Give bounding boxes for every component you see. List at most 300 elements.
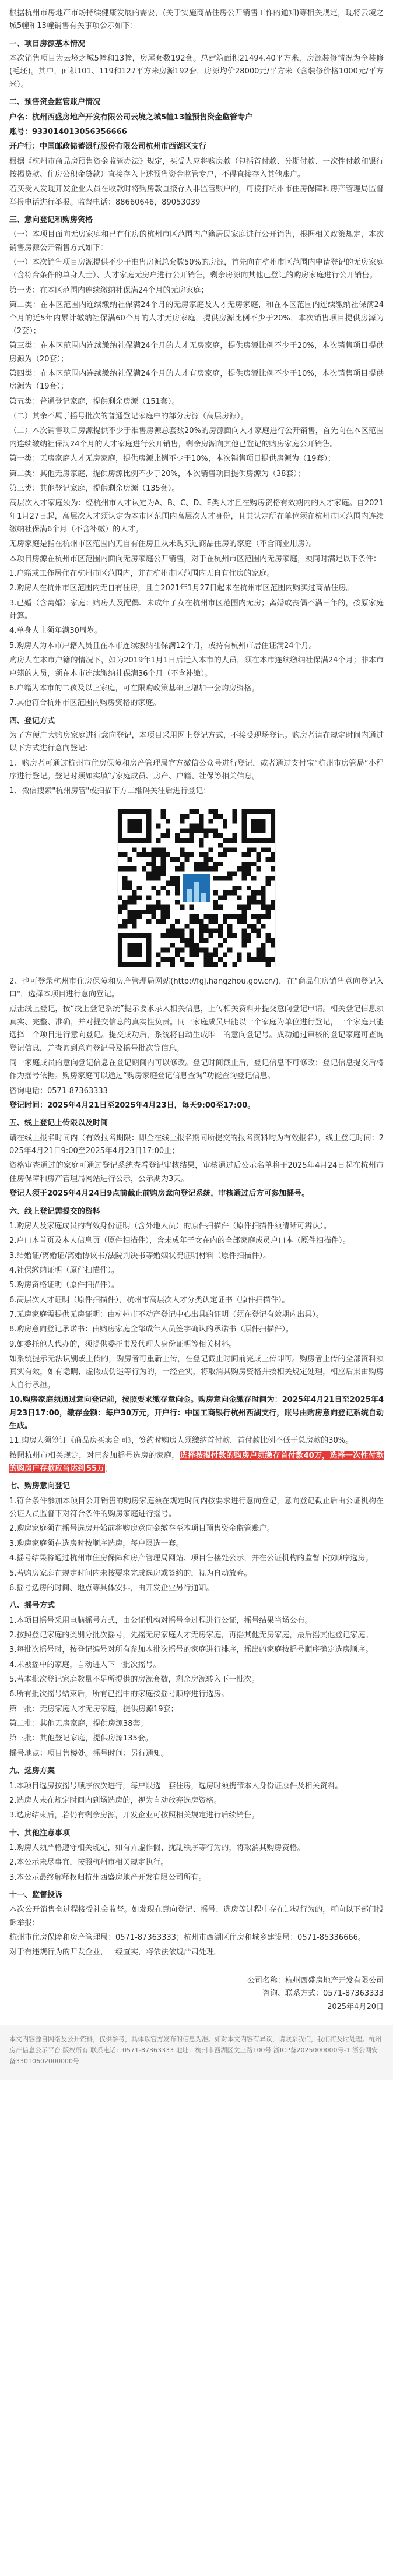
qr-module [242,943,247,947]
qr-module [242,904,247,909]
qr-module [237,957,242,961]
qr-module [175,933,180,938]
qr-module [127,919,132,924]
qr-module [232,914,237,919]
qr-module [223,890,227,895]
qr-module [218,862,223,866]
qr-module [242,914,247,919]
qr-module [166,819,170,823]
qr-module [256,852,261,857]
qr-module [247,847,251,852]
section-9-paragraph: 1.本项目选房按摇号顺序依次进行，每户限选一套住房，选房时须携带本人身份证原件及相关资料。 [9,1781,343,1791]
qr-module [261,947,265,952]
qr-module [242,876,247,880]
section-3-paragraph: 2.购房人在杭州市区范围内无自有住房，且自2021年1月27日起未在杭州市区范围内购买过商品住房。 [9,584,354,593]
qr-module [122,886,127,890]
qr-module [194,809,199,814]
section-4-paragraph: 为了方便广大购房家庭进行意向登记，本项目采用网上登记方式，不接受现场登记。购房者请在规定时间内通过以下方式进行意向登记： [9,731,384,753]
qr-module [203,833,208,838]
qr-module [223,876,227,880]
qr-module [261,904,265,909]
qr-module [247,933,251,938]
account-name: 户名：杭州西盛房地产开发有限公司云境之城5幢13幢预售资金监管专户 [9,112,253,122]
qr-module [166,833,170,838]
qr-module [227,890,232,895]
qr-module [213,890,218,895]
qr-module [266,847,271,852]
qr-module [142,852,146,857]
qr-module [271,857,275,862]
qr-module [251,847,256,852]
qr-module [223,938,227,943]
qr-module [118,895,122,900]
qr-module [180,852,184,857]
qr-module [137,910,142,914]
qr-module [190,938,194,943]
qr-module [122,904,127,909]
qr-module [256,890,261,895]
section-6-paragraph: 11.购房人须签订《商品房买卖合同》，签约时购房人须缴纳首付款，首付款比例不低于总房款的30%。 [9,1436,353,1446]
qr-module [118,866,122,871]
qr-module [166,914,170,919]
qr-module [266,933,271,938]
qr-module [199,866,203,871]
qr-module [203,857,208,862]
section-1-paragraph: 本次销售项目为云境之城5幢和13幢，房屋套数192套。总建筑面积21494.40平方米，房源装修情况为全装修(毛坯)。其中，面积101、119和127平方米房源192套，房源均价28000元/平方米（含装修价格1000元/平方米）。 [9,54,384,89]
qr-module [180,847,184,852]
qr-module [122,900,127,904]
section-7-title: 七、购房意向登记 [9,1482,71,1491]
qr-module [208,809,213,814]
qr-module [242,933,247,938]
qr-module [266,938,271,943]
qr-module [180,838,184,843]
qr-module [151,910,156,914]
qr-module [122,924,127,928]
qr-module [190,962,194,967]
qr-module [203,914,208,919]
qr-module [146,919,151,924]
section-3-paragraph: 本项目房源在杭州市区范围内面向无房家庭公开销售，对于在杭州市区范围内无房家庭，须同时满足以下条件： [9,554,381,563]
notice-date: 2025年4月20日 [327,2002,384,2011]
qr-module [232,814,237,819]
qr-module [261,890,265,895]
qr-module [199,919,203,924]
qr-module [256,900,261,904]
qr-module [213,833,218,838]
section-8-paragraph: 2.按照登记家庭的类别分批次摇号，先摇无房家庭人才无房家庭，再摇其他无房家庭，最后摇其他登记家庭。 [9,1630,373,1640]
section-3-paragraph: 第五类：普通登记家庭，提供剩余房源（151套）。 [9,397,180,406]
qr-module [227,838,232,843]
qr-module [227,933,232,938]
qr-module [151,886,156,890]
section-10-title: 十、其他注意事项 [9,1828,71,1838]
qr-module [232,809,237,814]
qr-module [190,919,194,924]
qr-module [271,876,275,880]
section-3-paragraph: 5.购房人为本市户籍人员且在本市连续缴纳社保满12个月，或持有杭州市居住证满24个月。 [9,641,317,650]
section-8-paragraph: 第二批：其他无房家庭，提供房源38套； [9,1719,148,1729]
qr-module [203,962,208,967]
qr-module [132,900,137,904]
section-5-paragraph: 登记人须于2025年4月24日9点前截止前购房意向登记系统，审核通过后方可参加摇号。 [9,1189,310,1199]
section-7-paragraph: 5.若购房家庭在规定时间内未按要求完成选房或签约的，视为自动放弃。 [9,1569,252,1578]
qr-module [175,952,180,957]
section-1-title: 一、项目房源基本情况 [9,39,86,48]
qr-code-icon[interactable] [117,809,276,967]
qr-module [232,886,237,890]
qr-module [208,857,213,862]
qr-module [151,857,156,862]
qr-module [122,852,127,857]
qr-module [223,847,227,852]
qr-module [247,862,251,866]
section-10-paragraph: 2.本公示未尽事宜，按照杭州市相关规定执行。 [9,1858,169,1867]
qr-module [261,924,265,928]
qr-module [194,947,199,952]
qr-module [194,828,199,833]
qr-module [190,933,194,938]
section-3-paragraph: 第二类：其他无房家庭，提供房源比例不少于20%，本次销售项目提供房源为（38套）； [9,469,305,478]
qr-module [247,938,251,943]
qr-module [237,866,242,871]
qr-module [237,919,242,924]
qr-module [166,947,170,952]
qr-module [175,838,180,843]
qr-module [256,919,261,924]
qr-module [156,866,160,871]
qr-module [156,900,160,904]
section-3-paragraph: 高层次人才家庭须为：经杭州市人才认定为A、B、C、D、E类人才且在购房资格有效期内的人才家庭。自2021年1月27日起，高层次人才须认定为本市区范围内高层次人才身份，且其认定所在单位须在杭州市区范围内连续缴纳社保满6个月（不含补缴）的人才。 [9,499,384,534]
qr-module [180,928,184,933]
section-2-paragraph-1: 根据《杭州市商品房预售资金监管办法》规定，买受人应将购房款（包括首付款、分期付款、一次性付款和银行按揭贷款、住房公积金贷款）直接存入上述预售资金监管专户，不得直接存入其他账户。 [9,157,384,179]
qr-module [156,871,160,876]
qr-module [203,852,208,857]
qr-module [194,823,199,828]
section-4-paragraph: 1、微信搜索"杭州房管"或扫描下方二维码关注后进行登记： [9,787,211,796]
down-payment-tail: ； [105,1464,113,1473]
qr-module [266,880,271,885]
qr-module [161,886,166,890]
qr-module [218,843,223,847]
qr-module [190,952,194,957]
qr-module [227,924,232,928]
qr-module [199,928,203,933]
qr-module [251,862,256,866]
qr-module [118,852,122,857]
qr-module [146,862,151,866]
qr-module [175,947,180,952]
qr-module [132,847,137,852]
qr-module [237,914,242,919]
qr-module [170,880,175,885]
section-8-title: 八、摇号方式 [9,1601,55,1611]
section-4-title: 四、登记方式 [9,716,55,725]
qr-module [151,847,156,852]
qr-module [190,947,194,952]
qr-module [213,962,218,967]
qr-module [208,962,213,967]
qr-module [170,876,175,880]
qr-module [256,914,261,919]
section-6-paragraph: 4.社保缴纳证明（原件扫描件）。 [9,1266,119,1275]
qr-module [156,823,160,828]
section-8-paragraph: 5.若本批次登记家庭数量不足所提供的房源套数，剩余房源转入下一批次。 [9,1675,259,1685]
qr-module [137,886,142,890]
qr-module [132,910,137,914]
qr-module [218,852,223,857]
section-11-title: 十一、监督投诉 [9,1891,63,1900]
qr-module [256,952,261,957]
qr-module [199,947,203,952]
qr-module [194,943,199,947]
qr-module [151,876,156,880]
qr-module [218,933,223,938]
qr-module [223,838,227,843]
qr-module [232,838,237,843]
qr-module [190,809,194,814]
qr-module [208,828,213,833]
qr-module [122,866,127,871]
qr-module [161,833,166,838]
qr-module [242,871,247,876]
qr-module [166,928,170,933]
section-3-paragraph: 第三类：在本区范围内连续缴纳社保满24个月的人才无房家庭，提供房源比例不少于20%，本次销售项目提供房源为（20套）； [9,341,384,364]
qr-module [266,904,271,909]
qr-module [208,933,213,938]
qr-module [170,957,175,961]
qr-module [161,852,166,857]
qr-module [256,933,261,938]
section-8-paragraph: 4.未被摇中的家庭，自动进入下一批次摇号。 [9,1660,161,1669]
section-3-paragraph: 第二类：在本区范围内连续缴纳社保满24个月的无房家庭及人才无房家庭，和在本区范围内连续缴纳社保满24个月的近5年内累计缴纳社保满60个月的人才无房家庭，提供房源比例不少于20%，本次销售项目提供房源为（2套）； [9,301,384,336]
section-4-paragraph: 同一家庭成员的意向登记信息在登记期间内可以修改。登记时间截止后，登记信息不可修改；登记信息提交后将作为摇号依据。购房家庭可以通过“购房家庭登记信息查询”功能查询登记信息。 [9,1058,384,1081]
qr-module [213,952,218,957]
qr-module [156,952,160,957]
qr-module [227,947,232,952]
qr-module [213,904,218,909]
section-11-paragraph: 本次公开销售全过程接受社会监督。如发现在意向登记、摇号、选房等过程中存在违规行为的，可向以下部门投诉举报： [9,1905,384,1927]
qr-module [218,895,223,900]
qr-module [156,919,160,924]
qr-module [175,866,180,871]
section-6-paragraph: 8.购房意向登记承诺书：由购房家庭全部成年人员签字确认的承诺书（原件扫描件）。 [9,1325,293,1334]
qr-module [132,914,137,919]
qr-module [203,828,208,833]
qr-module [256,957,261,961]
qr-module [161,910,166,914]
qr-code-container [9,809,384,967]
section-4-paragraph: 1、购房者可通过杭州市住房保障和房产管理局官方微信公众号进行登记，或者通过支付宝“杭州市房管局”小程序进行登记。登记时须如实填写家庭成员、房产、户籍、社保等相关信息。 [9,759,384,781]
qr-module [256,857,261,862]
qr-module [185,814,190,819]
qr-module [156,890,160,895]
qr-module [175,880,180,885]
qr-module [161,933,166,938]
qr-module [208,928,213,933]
qr-module [266,857,271,862]
down-payment-notice [9,1450,384,1476]
section-2-paragraph-2: 若买受人发现开发企业人员在收款时将购房款直接存入非监管账户的，可拨打杭州市住房保障和房产管理局监督举报电话进行举报。监督电话：88660646，89053039 [9,185,384,207]
qr-module [218,924,223,928]
qr-module [218,833,223,838]
qr-module [161,957,166,961]
qr-module [151,871,156,876]
section-10-paragraph: 1.购房人须严格遵守相关规定，如有弄虚作假、扰乱秩序等行为的，将取消其购房资格。 [9,1843,305,1852]
qr-module [161,862,166,866]
section-3-paragraph: 第三类：其他登记家庭，提供剩余房源（135套）。 [9,484,180,493]
qr-module [166,852,170,857]
qr-module [227,928,232,933]
qr-module [175,928,180,933]
qr-module [213,876,218,880]
qr-module [127,914,132,919]
qr-module [132,924,137,928]
qr-module [213,947,218,952]
qr-module [122,876,127,880]
section-3-paragraph: 6.户籍为本市的二孩及以上家庭，可在限购政策基础上增加一套购房资格。 [9,683,259,693]
qr-module [180,933,184,938]
section-3-paragraph: 1.户籍或工作居住在杭州市区范围内，并在杭州市区范围内无自有住房的家庭。 [9,569,275,579]
qr-module [266,910,271,914]
qr-module [208,819,213,823]
qr-module [180,814,184,819]
qr-module [247,952,251,957]
qr-module [190,904,194,909]
qr-module [132,895,137,900]
qr-module [251,914,256,919]
qr-module [213,828,218,833]
qr-module [190,852,194,857]
qr-module [127,880,132,885]
registration-time: 登记时间：2025年4月21日至2025年4月23日，每天9:00至17:00。 [9,1101,255,1110]
qr-module [261,886,265,890]
qr-module [156,852,160,857]
section-3-paragraph: （二）其余不属于摇号批次的普通登记家庭中的部分房源（高层房源）。 [9,412,248,421]
section-5-paragraph: 资格审查通过的家庭可通过登记系统查看登记审核结果，审核通过后公示名单将于2025年4月24日起在杭州市住房保障和房产管理局网站进行公示，公示期为3天。 [9,1161,384,1183]
qr-module [199,814,203,819]
qr-finder-pattern [127,943,142,957]
qr-module [227,914,232,919]
qr-module [247,904,251,909]
qr-module [208,952,213,957]
qr-module [232,833,237,838]
qr-module [227,876,232,880]
qr-module [166,890,170,895]
qr-module [161,857,166,862]
qr-module [232,933,237,938]
qr-module [213,900,218,904]
account-bank: 开户行：中国邮政储蓄银行股份有限公司杭州市西湖区支行 [9,142,207,151]
qr-module [213,919,218,924]
qr-module [208,847,213,852]
qr-module [185,962,190,967]
section-3-paragraph: （一）本次销售项目房源提供不少于准售房源总套数50%的房源，首先向在杭州市区范围内申请登记的无房家庭（含符合条件的单身人士）、人才家庭无房户进行公开销售，剩余房源向其他已登记的购房家庭进行公开销售。 [9,258,384,280]
qr-module [132,866,137,871]
qr-module [199,852,203,857]
qr-module [247,871,251,876]
qr-module [242,938,247,943]
qr-module [203,924,208,928]
qr-module [190,823,194,828]
qr-module [185,938,190,943]
section-8-paragraph: 1.本项目摇号采用电脑摇号方式，由公证机构对摇号全过程进行公证，摇号结果当场公布。 [9,1616,313,1625]
qr-module [237,904,242,909]
qr-module [127,895,132,900]
qr-module [190,838,194,843]
qr-module [127,866,132,871]
qr-finder-pattern [127,819,142,833]
qr-module [199,862,203,866]
qr-module [151,866,156,871]
qr-module [161,847,166,852]
qr-module [175,886,180,890]
qr-module [146,895,151,900]
qr-module [232,962,237,967]
qr-module [161,871,166,876]
qr-module [194,914,199,919]
qr-module [185,838,190,843]
qr-module [132,890,137,895]
qr-module [232,819,237,823]
qr-module [213,862,218,866]
qr-module [190,833,194,838]
qr-module [261,914,265,919]
qr-module [227,847,232,852]
qr-module [223,962,227,967]
qr-module [137,852,142,857]
footer-disclaimer: 本文内容源自网络及公开资料，仅供参考，具体以官方发布的信息为准。如对本文内容有异议，请联系我们，我们将及时处理。杭州房产信息公示平台 版权所有 联系电话：0571-87363333 地址：杭州市西湖区文三路100号 浙ICP备2025000000号-1 浙公网安备33010602000000号 [9,2035,381,2066]
qr-module [161,947,166,952]
section-7-paragraph: 3.购房家庭须在选房时按顺序选房，每户限选一套。 [9,1539,184,1548]
qr-module [227,871,232,876]
qr-module [142,866,146,871]
qr-module [271,900,275,904]
qr-module [199,938,203,943]
section-8-paragraph: 第三批：其他登记家庭，提供房源135套。 [9,1734,153,1743]
qr-module [218,928,223,933]
qr-module [247,886,251,890]
qr-module [137,914,142,919]
qr-module [203,866,208,871]
section-3-paragraph: 4.单身人士须年满30周岁。 [9,626,102,636]
qr-module [170,933,175,938]
section-3-paragraph: 第一类：无房家庭人才无房家庭，提供房源比例不少于10%，本次销售项目提供房源为（19套）； [9,454,335,464]
qr-module [208,914,213,919]
qr-module [247,900,251,904]
qr-module [247,895,251,900]
qr-module [271,938,275,943]
section-6-paragraph: 7.无房家庭需提供无房证明：由杭州市不动产登记中心出具的证明（须在登记有效期内出具）。 [9,1310,324,1320]
qr-module [185,943,190,947]
qr-module [203,938,208,943]
qr-module [247,852,251,857]
qr-module [266,957,271,961]
qr-module [122,880,127,885]
qr-module [185,828,190,833]
qr-module [175,919,180,924]
qr-module [203,957,208,961]
qr-module [127,857,132,862]
qr-module [127,910,132,914]
section-7-paragraph: 1.符合条件参加本项目公开销售的购房家庭须在规定时间内按要求进行意向登记，意向登记截止后由公证机构在公证人员监督下对符合条件的购房家庭进行摇号。 [9,1496,384,1519]
qr-module [271,904,275,909]
qr-module [161,914,166,919]
qr-module [180,957,184,961]
qr-module [218,904,223,909]
qr-module [223,895,227,900]
section-5-paragraph: 请在线上报名时间内（有效报名期限：即全在线上报名期间所提交的报名资料均为有效报名），线上登记时间：2025年4月21日9:00至2025年4月23日17:00止； [9,1133,384,1156]
